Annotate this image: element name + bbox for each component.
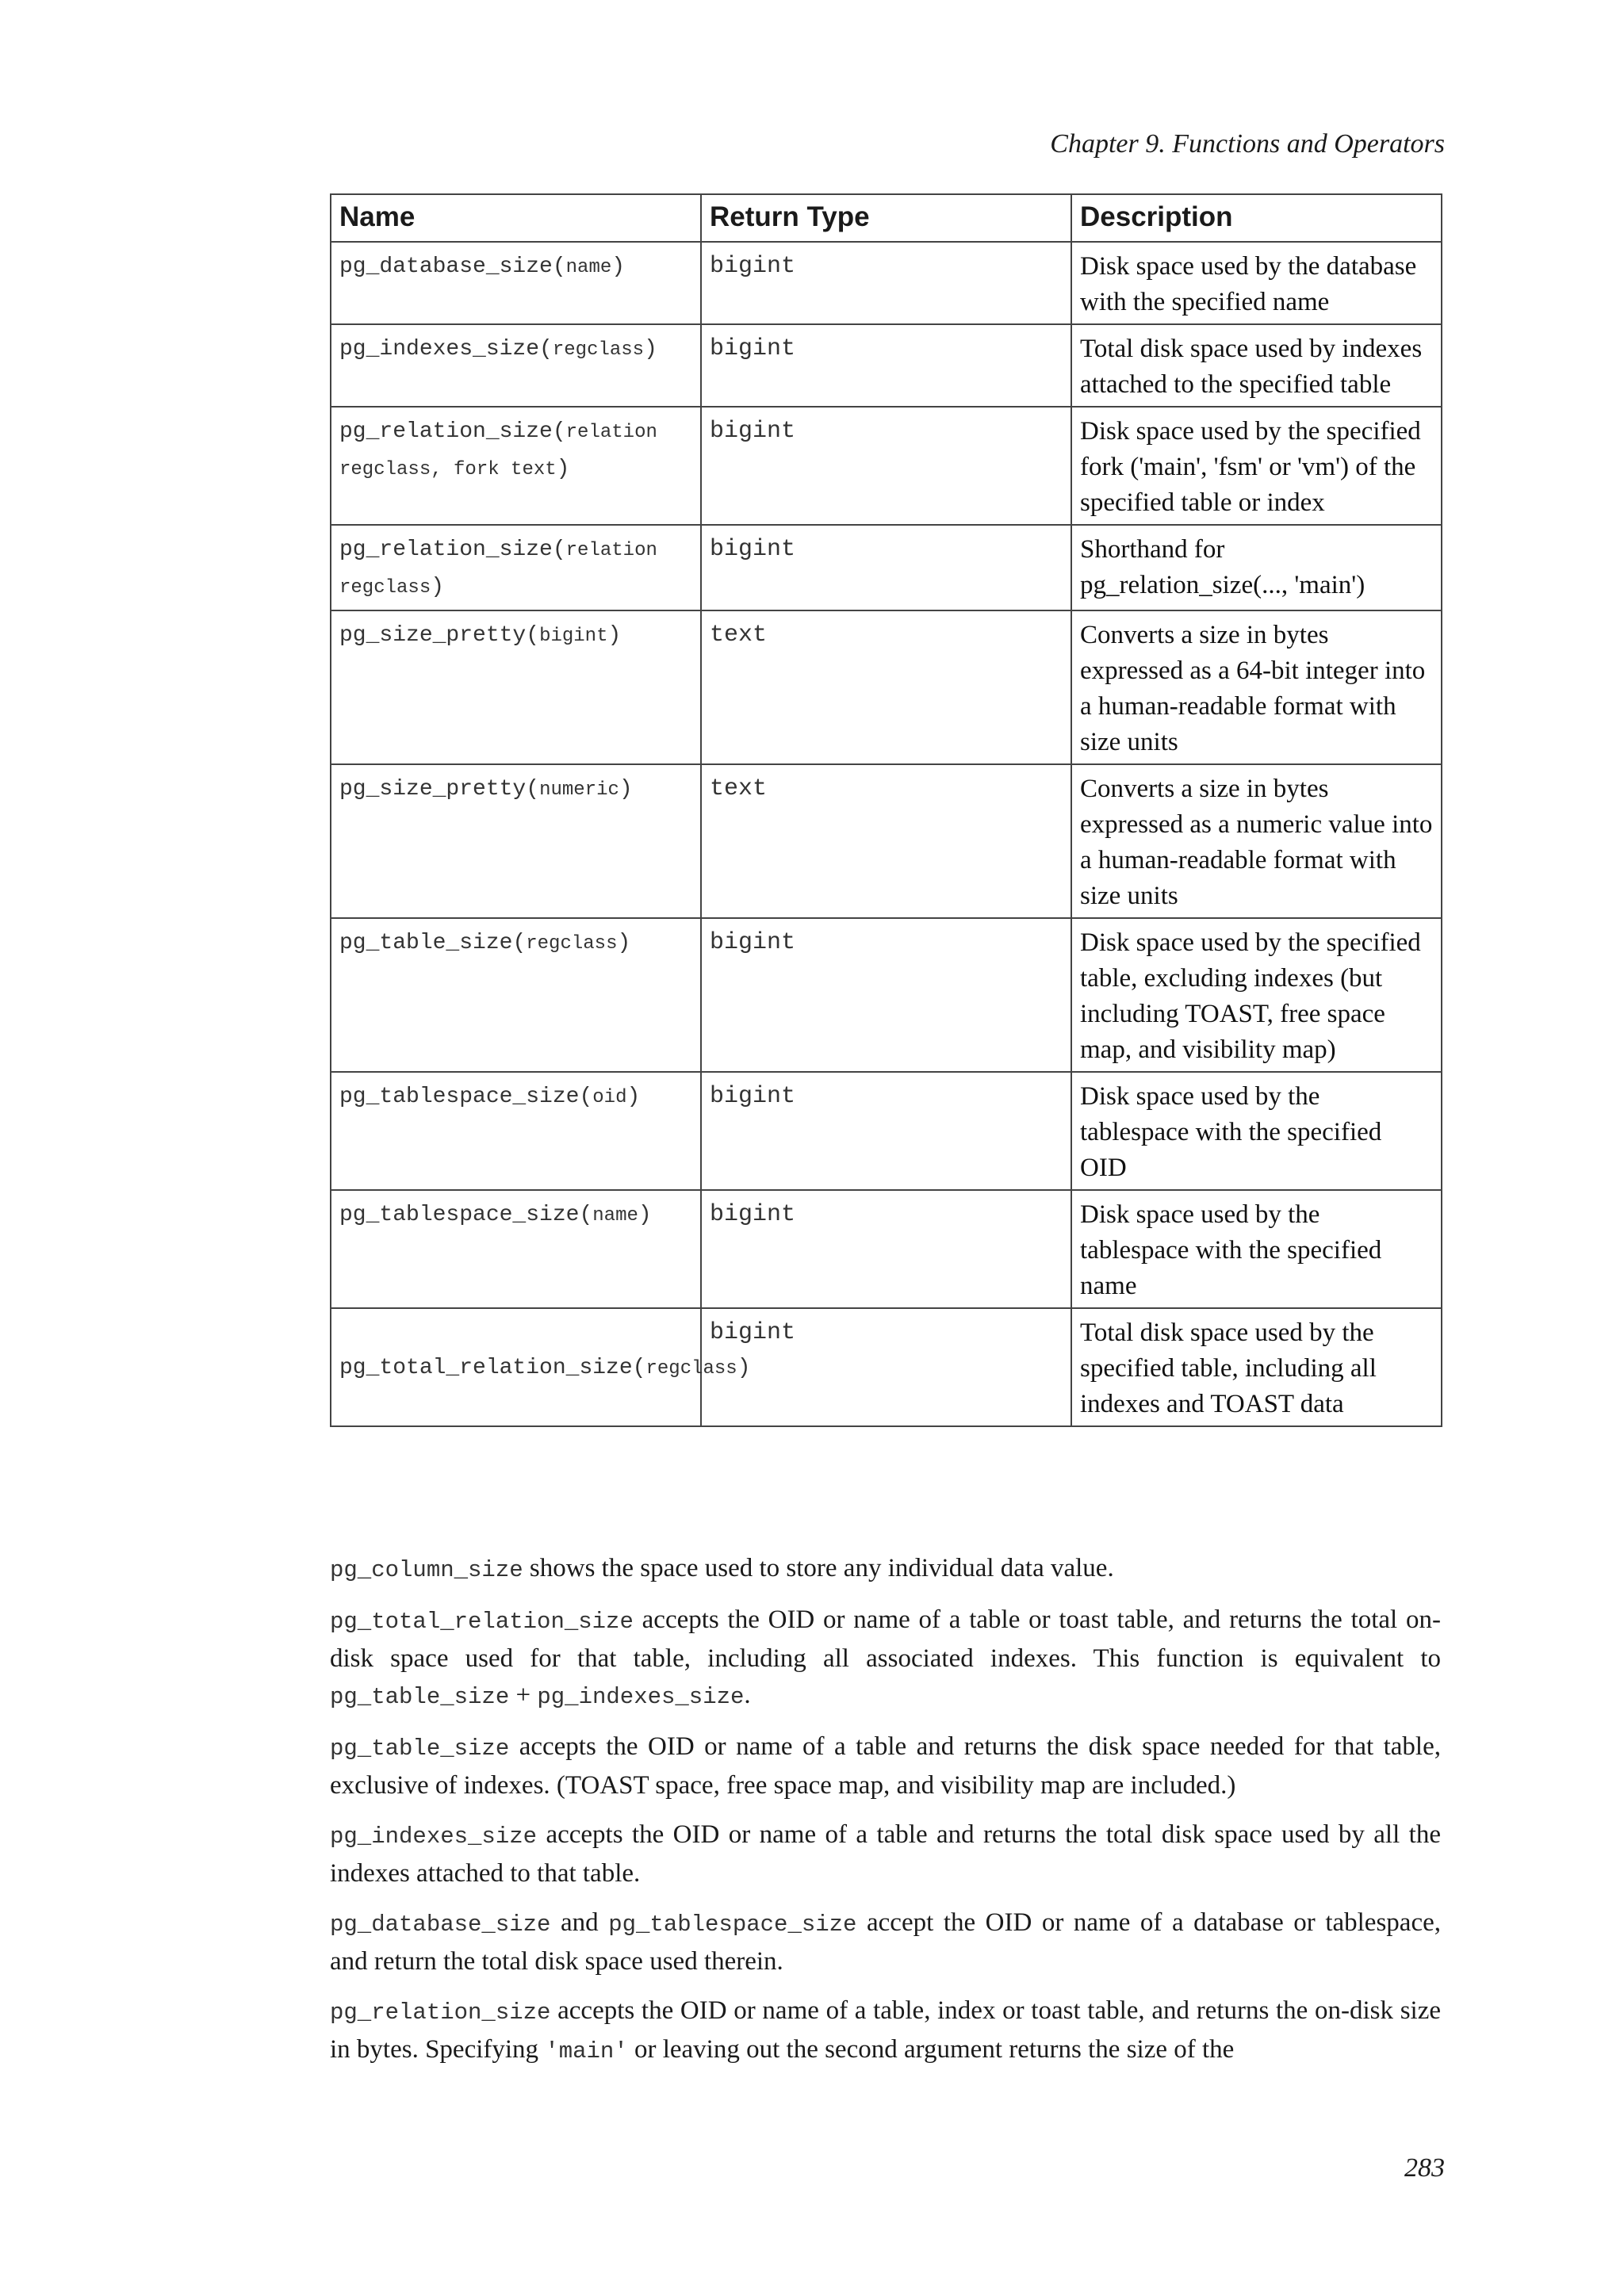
table-row — [331, 324, 1442, 407]
paragraph: pg_indexes_size accepts the OID or name of a table and returns the total disk space used by all the indexes attached to that table. — [330, 1820, 1441, 1888]
return-type-cell: bigint — [701, 1072, 1071, 1190]
paragraph: pg_database_size and pg_tablespace_size accept the OID or name of a database or tablespace, and return the total disk space used therein. — [330, 1908, 1441, 1976]
table-row — [331, 1072, 1442, 1190]
return-type-cell: bigint — [701, 407, 1071, 525]
function-name-cell: pg_tablespace_size(oid) — [331, 1072, 701, 1190]
return-type-cell: text — [701, 610, 1071, 764]
inline-code: pg_table_size — [330, 1684, 510, 1710]
table-row — [331, 407, 1442, 525]
function-name-cell: pg_relation_size(relation regclass, fork text) — [331, 407, 701, 525]
description-cell: Total disk space used by the specified table, including all indexes and TOAST data — [1071, 1308, 1442, 1426]
column-header-return-type: Return Type — [701, 194, 1071, 242]
inline-code: pg_indexes_size — [537, 1684, 745, 1710]
inline-code: pg_table_size — [330, 1735, 510, 1762]
return-type-cell: bigint — [701, 525, 1071, 610]
return-type-cell: bigint — [701, 1308, 1071, 1426]
table-row — [331, 525, 1442, 610]
paragraph: pg_total_relation_size accepts the OID or name of a table or toast table, and returns the total on-disk space used for that table, including all associated indexes. This function is equivalent to pg_table_size + pg_indexes_size. — [330, 1605, 1441, 1710]
description-cell: Disk space used by the specified table, excluding indexes (but including TOAST, free space map, and visibility map) — [1071, 918, 1442, 1072]
description-cell: Shorthand for pg_relation_size(..., 'main') — [1071, 525, 1442, 610]
body-text — [330, 1550, 1441, 2083]
column-header-name: Name — [331, 194, 701, 242]
table-row — [331, 610, 1442, 764]
table-row — [331, 918, 1442, 1072]
paragraph: pg_relation_size accepts the OID or name of a table, index or toast table, and returns the on-disk size in bytes. Specifying 'main' or leaving out the second argument returns the size of the — [330, 1996, 1441, 2064]
return-type-cell: bigint — [701, 1190, 1071, 1308]
description-cell: Converts a size in bytes expressed as a 64-bit integer into a human-readable format with size units — [1071, 610, 1442, 764]
description-cell: Disk space used by the database with the specified name — [1071, 242, 1442, 324]
function-name-cell: pg_indexes_size(regclass) — [331, 324, 701, 407]
function-name-cell: pg_tablespace_size(name) — [331, 1190, 701, 1308]
inline-code: pg_column_size — [330, 1557, 523, 1583]
inline-code: pg_database_size — [330, 1911, 551, 1938]
paragraph: pg_table_size accepts the OID or name of a table and returns the disk space needed for that table, exclusive of indexes. (TOAST space, free space map, and visibility map are included.) — [330, 1732, 1441, 1800]
inline-code: pg_tablespace_size — [608, 1911, 857, 1938]
function-name-cell: pg_total_relation_size(regclass) — [331, 1308, 701, 1426]
function-name-cell: pg_size_pretty(numeric) — [331, 764, 701, 918]
running-head: Chapter 9. Functions and Operators — [1050, 129, 1445, 159]
table-row — [331, 1190, 1442, 1308]
table-header-row — [331, 194, 1442, 242]
table-row — [331, 764, 1442, 918]
function-name-cell: pg_database_size(name) — [331, 242, 701, 324]
description-cell: Disk space used by the specified fork ('main', 'fsm' or 'vm') of the specified table or index — [1071, 407, 1442, 525]
page-number: 283 — [1404, 2153, 1445, 2183]
table-row — [331, 242, 1442, 324]
description-cell: Total disk space used by indexes attached to the specified table — [1071, 324, 1442, 407]
return-type-cell: bigint — [701, 918, 1071, 1072]
inline-code: pg_indexes_size — [330, 1823, 538, 1850]
return-type-cell: text — [701, 764, 1071, 918]
description-cell: Converts a size in bytes expressed as a numeric value into a human-readable format with size units — [1071, 764, 1442, 918]
description-cell: Disk space used by the tablespace with the specified name — [1071, 1190, 1442, 1308]
function-name-cell: pg_size_pretty(bigint) — [331, 610, 701, 764]
column-header-description: Description — [1071, 194, 1442, 242]
table-row — [331, 1308, 1442, 1426]
paragraph: pg_column_size shows the space used to store any individual data value. — [330, 1554, 1114, 1583]
function-name-cell: pg_table_size(regclass) — [331, 918, 701, 1072]
return-type-cell: bigint — [701, 324, 1071, 407]
size-functions-table — [330, 193, 1442, 1427]
description-cell: Disk space used by the tablespace with the specified OID — [1071, 1072, 1442, 1190]
inline-code: 'main' — [545, 2038, 628, 2064]
function-name-cell: pg_relation_size(relation regclass) — [331, 525, 701, 610]
inline-code: pg_total_relation_size — [330, 1609, 634, 1635]
return-type-cell: bigint — [701, 242, 1071, 324]
inline-code: pg_relation_size — [330, 1999, 551, 2026]
